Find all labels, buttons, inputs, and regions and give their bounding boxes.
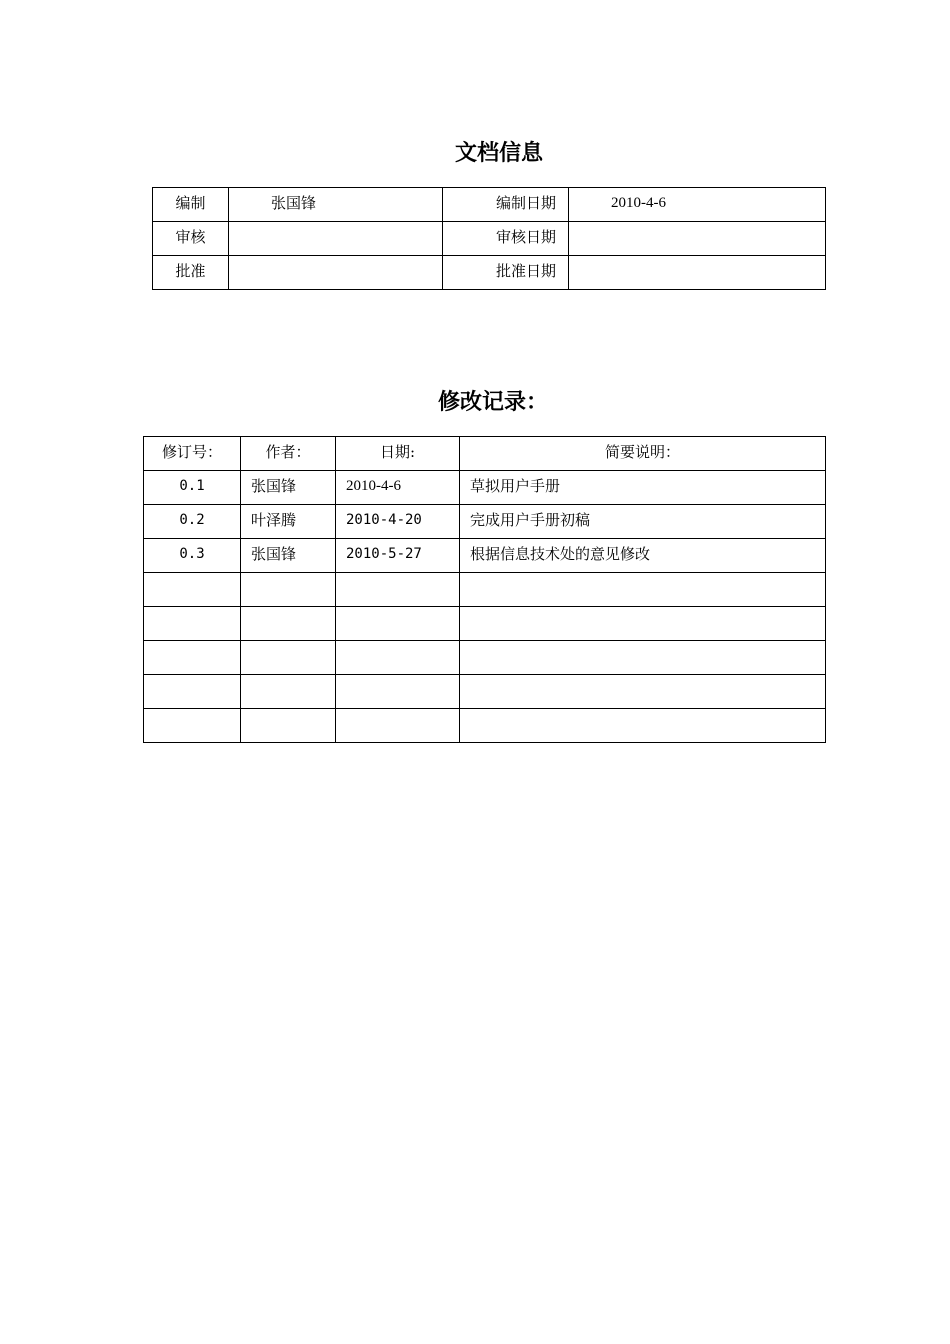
revision-no [144, 573, 241, 607]
revision-author [241, 573, 336, 607]
compile-date-label: 编制日期 [443, 188, 569, 222]
compile-date-value: 2010-4-6 [569, 188, 826, 222]
revision-date [336, 573, 460, 607]
header-date: 日期: [336, 437, 460, 471]
revision-history-title: 修改记录： [437, 390, 548, 415]
header-revision-no: 修订号： [144, 437, 241, 471]
revision-date [336, 709, 460, 743]
revision-no [144, 675, 241, 709]
revision-date: 2010-5-27 [336, 539, 460, 573]
revision-summary [460, 641, 826, 675]
revision-date [336, 675, 460, 709]
table-header-row [144, 437, 826, 471]
compiler-value: 张国锋 [229, 188, 443, 222]
header-author: 作者： [241, 437, 336, 471]
reviewer-value [229, 222, 443, 256]
approve-date-label: 批准日期 [443, 256, 569, 290]
table-row [153, 222, 826, 256]
approve-date-value [569, 256, 826, 290]
table-row [144, 505, 826, 539]
table-row [144, 539, 826, 573]
doc-info-table [152, 187, 826, 290]
reviewer-label: 审核 [153, 222, 229, 256]
revision-summary [460, 607, 826, 641]
revision-date [336, 641, 460, 675]
revision-author [241, 709, 336, 743]
revision-no: 0.1 [144, 471, 241, 505]
revision-no: 0.3 [144, 539, 241, 573]
revision-summary [460, 675, 826, 709]
table-row [144, 709, 826, 743]
revision-no [144, 607, 241, 641]
revision-no: 0.2 [144, 505, 241, 539]
revision-summary: 根据信息技术处的意见修改 [460, 539, 826, 573]
compiler-label: 编制 [153, 188, 229, 222]
revision-summary: 草拟用户手册 [460, 471, 826, 505]
review-date-value [569, 222, 826, 256]
revision-author [241, 641, 336, 675]
revision-date [336, 607, 460, 641]
revision-summary: 完成用户手册初稿 [460, 505, 826, 539]
table-row [153, 256, 826, 290]
revision-no [144, 709, 241, 743]
revision-author [241, 607, 336, 641]
revision-author: 叶泽腾 [241, 505, 336, 539]
table-row [144, 641, 826, 675]
revision-history-table [143, 436, 826, 743]
revision-author: 张国锋 [241, 539, 336, 573]
approver-label: 批准 [153, 256, 229, 290]
table-row [144, 607, 826, 641]
revision-date: 2010-4-20 [336, 505, 460, 539]
table-row [144, 471, 826, 505]
doc-info-title: 文档信息 [454, 141, 543, 166]
revision-date: 2010-4-6 [336, 471, 460, 505]
approver-value [229, 256, 443, 290]
revision-author [241, 675, 336, 709]
revision-author: 张国锋 [241, 471, 336, 505]
review-date-label: 审核日期 [443, 222, 569, 256]
table-row [144, 675, 826, 709]
revision-summary [460, 709, 826, 743]
table-row [153, 188, 826, 222]
revision-summary [460, 573, 826, 607]
header-summary: 简要说明： [460, 437, 826, 471]
revision-no [144, 641, 241, 675]
table-row [144, 573, 826, 607]
